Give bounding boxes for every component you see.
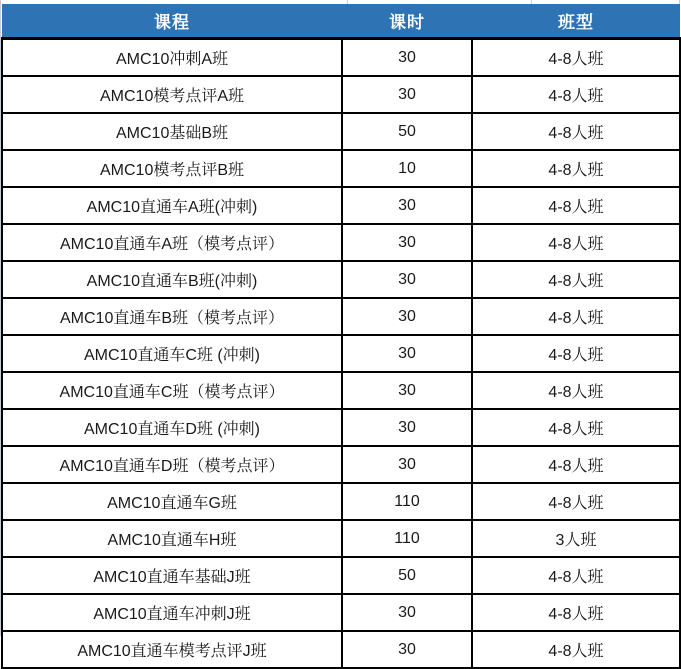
- course-cell: AMC10直通车C班 (冲刺): [2, 335, 342, 372]
- class-type-cell: 4-8人班: [472, 150, 680, 187]
- hours-cell: 10: [342, 150, 472, 187]
- table-row: [2, 409, 680, 446]
- column-header-class-type: 班型: [472, 4, 680, 39]
- course-table: [1, 4, 681, 669]
- table-row: [2, 150, 680, 187]
- hours-cell: 30: [342, 39, 472, 77]
- course-cell: AMC10直通车H班: [2, 520, 342, 557]
- course-cell: AMC10直通车C班（模考点评）: [2, 372, 342, 409]
- class-type-cell: 4-8人班: [472, 113, 680, 150]
- class-type-cell: 4-8人班: [472, 261, 680, 298]
- hours-cell: 30: [342, 594, 472, 631]
- table-row: [2, 520, 680, 557]
- table-row: [2, 39, 680, 77]
- hours-cell: 30: [342, 76, 472, 113]
- table-row: [2, 446, 680, 483]
- class-type-cell: 4-8人班: [472, 372, 680, 409]
- table-row: [2, 76, 680, 113]
- course-cell: AMC10直通车冲刺J班: [2, 594, 342, 631]
- header-row: [2, 4, 680, 39]
- class-type-cell: 4-8人班: [472, 631, 680, 668]
- hours-cell: 30: [342, 631, 472, 668]
- hours-cell: 30: [342, 446, 472, 483]
- table-row: [2, 631, 680, 668]
- course-cell: AMC10直通车D班 (冲刺): [2, 409, 342, 446]
- course-cell: AMC10直通车B班(冲刺): [2, 261, 342, 298]
- class-type-cell: 4-8人班: [472, 335, 680, 372]
- course-cell: AMC10直通车B班（模考点评）: [2, 298, 342, 335]
- class-type-cell: 4-8人班: [472, 557, 680, 594]
- class-type-cell: 4-8人班: [472, 298, 680, 335]
- hours-cell: 110: [342, 520, 472, 557]
- class-type-cell: 4-8人班: [472, 446, 680, 483]
- class-type-cell: 4-8人班: [472, 409, 680, 446]
- hours-cell: 50: [342, 557, 472, 594]
- table-row: [2, 372, 680, 409]
- course-cell: AMC10冲刺A班: [2, 39, 342, 77]
- hours-cell: 50: [342, 113, 472, 150]
- hours-cell: 30: [342, 187, 472, 224]
- hours-cell: 30: [342, 372, 472, 409]
- hours-cell: 30: [342, 335, 472, 372]
- course-table-body: [2, 39, 680, 669]
- class-type-cell: 4-8人班: [472, 594, 680, 631]
- column-header-hours: 课时: [342, 4, 472, 39]
- table-row: [2, 298, 680, 335]
- hours-cell: 30: [342, 298, 472, 335]
- hours-cell: 30: [342, 261, 472, 298]
- table-row: [2, 335, 680, 372]
- class-type-cell: 4-8人班: [472, 224, 680, 261]
- course-cell: AMC10基础B班: [2, 113, 342, 150]
- course-cell: AMC10直通车A班(冲刺): [2, 187, 342, 224]
- hours-cell: 30: [342, 224, 472, 261]
- class-type-cell: 4-8人班: [472, 39, 680, 77]
- class-type-cell: 4-8人班: [472, 76, 680, 113]
- table-row: [2, 113, 680, 150]
- course-cell: AMC10直通车模考点评J班: [2, 631, 342, 668]
- class-type-cell: 4-8人班: [472, 187, 680, 224]
- course-cell: AMC10模考点评A班: [2, 76, 342, 113]
- table-row: [2, 261, 680, 298]
- course-cell: AMC10直通车G班: [2, 483, 342, 520]
- table-row: [2, 557, 680, 594]
- course-cell: AMC10直通车D班（模考点评）: [2, 446, 342, 483]
- table-row: [2, 483, 680, 520]
- hours-cell: 110: [342, 483, 472, 520]
- column-header-course: 课程: [2, 4, 342, 39]
- course-cell: AMC10模考点评B班: [2, 150, 342, 187]
- hours-cell: 30: [342, 409, 472, 446]
- class-type-cell: 4-8人班: [472, 483, 680, 520]
- course-cell: AMC10直通车基础J班: [2, 557, 342, 594]
- table-row: [2, 187, 680, 224]
- course-cell: AMC10直通车A班（模考点评）: [2, 224, 342, 261]
- table-row: [2, 224, 680, 261]
- class-type-cell: 3人班: [472, 520, 680, 557]
- table-row: [2, 594, 680, 631]
